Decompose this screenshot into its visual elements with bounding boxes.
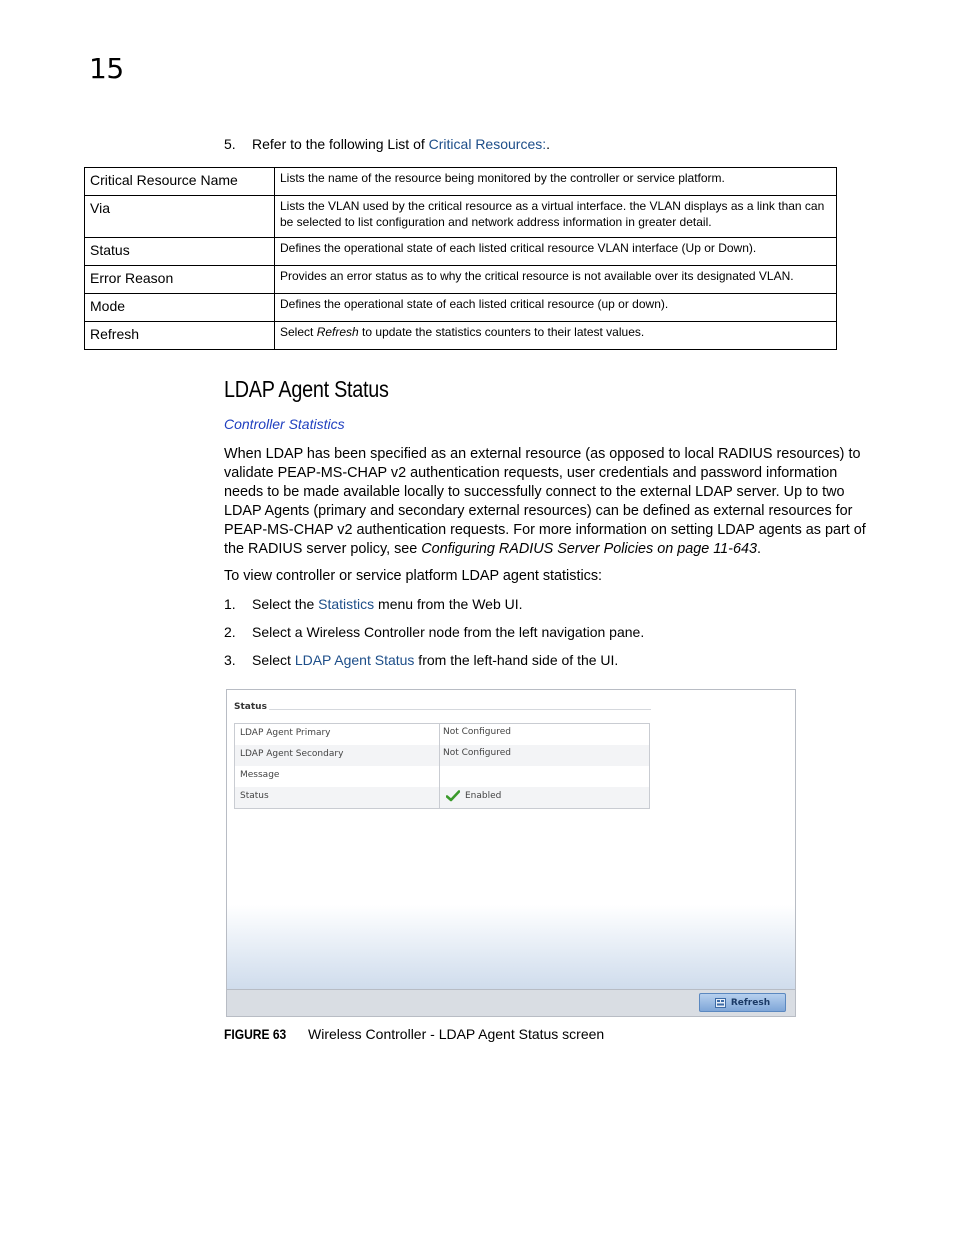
section-title: LDAP Agent Status (224, 376, 389, 402)
field-name: Error Reason (85, 266, 275, 294)
table-row (85, 266, 837, 294)
ldap-agent-status-screen (226, 689, 796, 1017)
field-description: Lists the name of the resource being monitored by the controller or service platform. (275, 168, 837, 196)
critical-resources-table (84, 167, 837, 350)
field-description: Lists the VLAN used by the critical resource as a virtual interface. the VLAN displays as a link than can be selected to list configuration and network address information in greater detail. (275, 196, 837, 238)
refresh-button[interactable] (699, 993, 786, 1012)
table-row (85, 168, 837, 196)
step-text-prefix: Refer to the following (252, 136, 388, 152)
field-name: Status (85, 238, 275, 266)
step-text-suffix: . (546, 136, 551, 152)
para-text: When LDAP has been specified as an external resource (as opposed to local RADIUS resources) to validate PEAP-MS-CHAP v2 authentication requests, user credentials and password information needs to be made available locally to successfully connect to the external LDAP server. Up to two LDAP Agents (primary and secondary external resources) can be defined as external resources for PEAP-MS-CHAP v2 authentication requests. For more information on setting LDAP agents as part of the RADIUS server policy, see (224, 446, 866, 557)
screen-footer (227, 989, 795, 1016)
status-group-label: Status (234, 702, 267, 712)
row-label: LDAP Agent Secondary (240, 749, 344, 759)
grid-row (235, 787, 649, 808)
wireless-controller-label: Wireless Controller (306, 624, 425, 640)
step-text-post: menu from the Web UI. (374, 596, 523, 612)
para-xref[interactable]: Configuring RADIUS Server Policies on page 11-643 (421, 541, 757, 557)
field-description (275, 322, 837, 350)
step-number: 5. (224, 136, 236, 152)
check-icon (446, 790, 460, 802)
critical-resources-link[interactable]: Critical Resources: (428, 136, 547, 152)
step-text-bold: List of (387, 136, 425, 152)
step-number: 2. (224, 624, 236, 640)
table-row (85, 294, 837, 322)
row-value: Not Configured (443, 748, 511, 758)
instruction-paragraph: To view controller or service platform LDAP agent statistics: (224, 568, 603, 584)
row-label: LDAP Agent Primary (240, 728, 331, 738)
ldap-agent-status-link[interactable]: LDAP Agent Status (294, 652, 415, 668)
refresh-label: Refresh (730, 997, 771, 1008)
step-text (252, 595, 523, 613)
statistics-link[interactable]: Statistics (318, 596, 375, 612)
field-name: Via (85, 196, 275, 238)
table-row (85, 196, 837, 238)
step-text-post: node from the left navigation pane. (424, 624, 645, 640)
desc-text: Select (280, 325, 317, 339)
figure-caption (224, 1026, 605, 1042)
step-text (252, 623, 644, 641)
figure-title: Wireless Controller - LDAP Agent Status screen (308, 1026, 605, 1042)
chapter-number: 15 (89, 52, 124, 85)
column-divider (439, 724, 440, 808)
desc-text: to update the statistics counters to their latest values. (358, 325, 645, 339)
row-label: Status (240, 791, 269, 801)
step-number: 3. (224, 652, 236, 668)
field-description: Defines the operational state of each listed critical resource VLAN interface (Up or Down). (275, 238, 837, 266)
grid-row (235, 766, 649, 787)
field-name: Mode (85, 294, 275, 322)
grid-row (235, 724, 649, 745)
step-text-pre: Select (252, 652, 295, 668)
field-description: Provides an error status as to why the critical resource is not available over its designated VLAN. (275, 266, 837, 294)
field-name: Critical Resource Name (85, 168, 275, 196)
para-end: . (756, 541, 761, 557)
step-text-pre: Select the (252, 596, 319, 612)
step-text (252, 651, 618, 669)
figure-number: FIGURE 63 (224, 1026, 287, 1042)
row-label: Message (240, 770, 280, 780)
controller-statistics-link[interactable]: Controller Statistics (224, 416, 345, 432)
field-name: Refresh (85, 322, 275, 350)
step-text-post: from the left-hand side of the UI. (414, 652, 619, 668)
group-divider (269, 709, 651, 710)
desc-italic: Refresh (316, 325, 359, 339)
status-grid (234, 723, 650, 809)
step-text-pre: Select a (252, 624, 307, 640)
row-value: Not Configured (443, 727, 511, 737)
refresh-icon (715, 998, 726, 1008)
grid-row (235, 745, 649, 766)
row-value: Enabled (465, 791, 502, 801)
table-row (85, 238, 837, 266)
field-description: Defines the operational state of each listed critical resource (up or down). (275, 294, 837, 322)
step-number: 1. (224, 596, 236, 612)
intro-paragraph (224, 445, 874, 559)
step-text (252, 135, 550, 153)
table-row (85, 322, 837, 350)
